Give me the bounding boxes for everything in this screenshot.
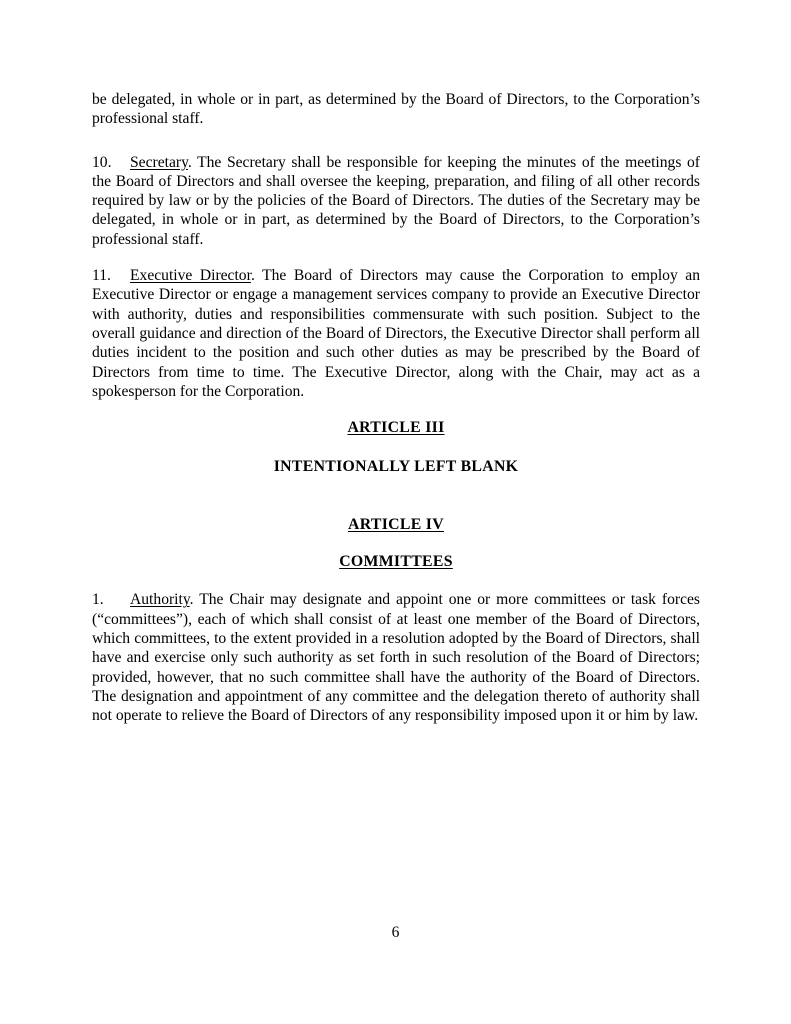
heading-intentionally-left-blank [92, 457, 700, 476]
heading-article-iv [92, 515, 700, 534]
item-10-body: . The Secretary shall be responsible for keeping the minutes of the meetings of the Board of Directors and shall oversee the keeping, preparation, and filing of all other records required by law or by the policies of the Board of Directors. The duties of the Secretary may be delegated, in whole or in part, as determined by the Board of Directors, to the Corporation’s professional staff. [92, 153, 700, 248]
item-10-term: Secretary [130, 153, 188, 171]
item-11-number: 11. [92, 267, 111, 285]
paragraph-continuation-text: be delegated, in whole or in part, as determined by the Board of Directors, to the Corporation’s professional staff. [92, 91, 700, 128]
item-11-body: . The Board of Directors may cause the Corporation to employ an Executive Director or engage a management services company to provide an Executive Director with authority, duties and responsibilities commensurate with such position. Subject to the overall guidance and direction of the Board of Directors, the Executive Director shall perform all duties incident to the position and such other duties as may be prescribed by the Board of Directors from time to time. The Executive Director, along with the Chair, may act as a spokesperson for the Corporation. [92, 267, 700, 400]
section-item-11 [92, 266, 700, 401]
item-10-number: 10. [92, 153, 112, 171]
heading-article-iii-text: ARTICLE III [347, 419, 445, 437]
heading-article-iii [92, 418, 700, 437]
heading-committees [92, 552, 700, 571]
section-item-10 [92, 153, 700, 249]
paragraph-continuation [92, 90, 700, 129]
item-1-body: . The Chair may designate and appoint one or more committees or task forces (“committees”), each of which shall consist of at least one member of the Board of Directors, which committees, to the extent provided in a resolution adopted by the Board of Directors, shall have and exercise only such authority as set forth in such resolution of the Board of Directors; provided, however, that no such committee shall have the authority of the Board of Directors. The designation and appointment of any committee and the delegation thereto of authority shall not operate to relieve the Board of Directors of any responsibility imposed upon it or him by law. [92, 591, 700, 725]
heading-intentionally-left-blank-text: INTENTIONALLY LEFT BLANK [273, 458, 519, 476]
heading-article-iv-text: ARTICLE IV [348, 515, 444, 533]
section-item-1 [92, 590, 700, 725]
page-number: 6 [391, 924, 400, 941]
item-1-number: 1. [92, 591, 104, 609]
item-1-term: Authority [130, 591, 190, 609]
item-11-term: Executive Director [130, 267, 251, 285]
heading-committees-text: COMMITTEES [339, 553, 453, 571]
